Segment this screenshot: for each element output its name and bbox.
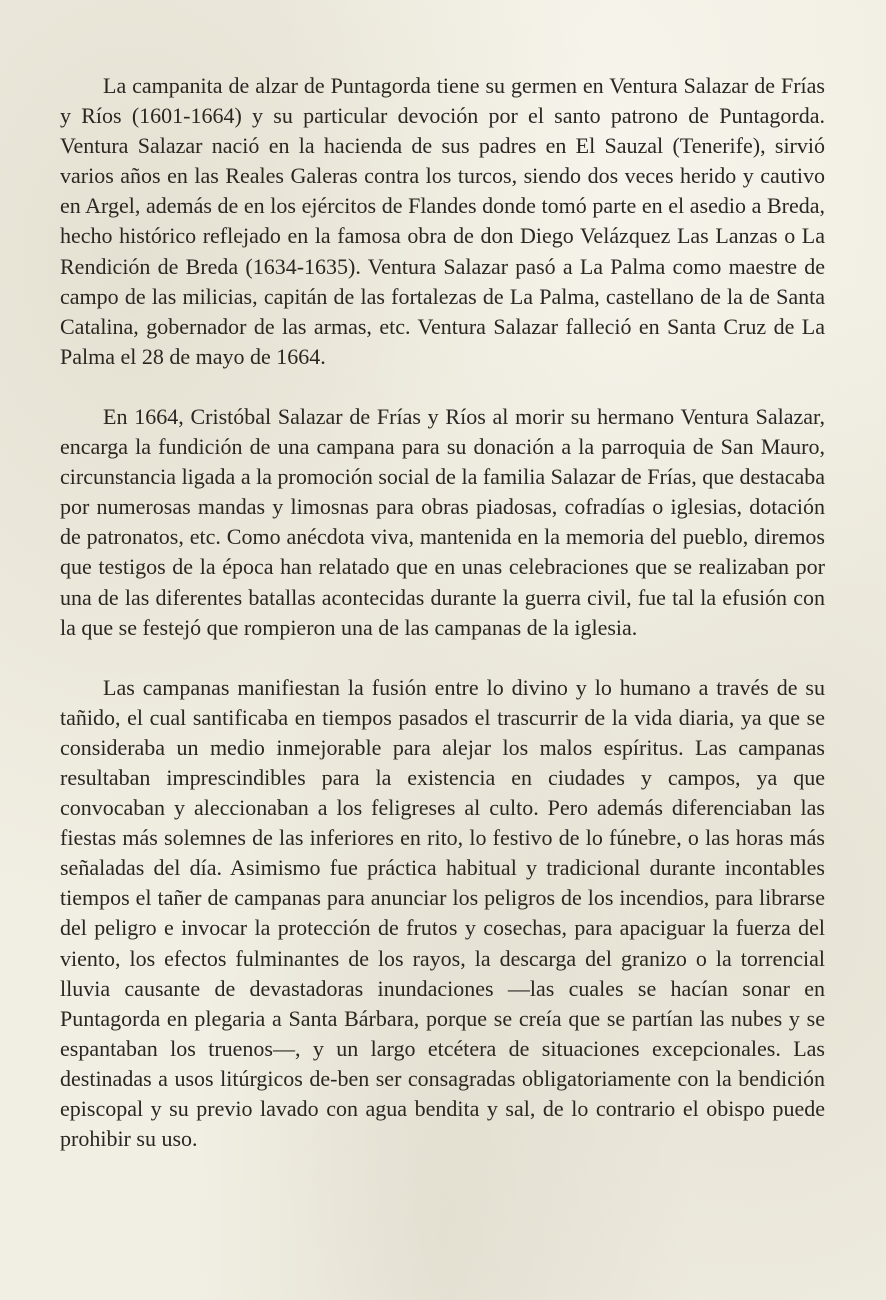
paragraph-1: La campanita de alzar de Puntagorda tiene su germen en Ventura Salazar de Frías y Ríos (1601-1664) y su particular devoción por el santo patrono de Puntagorda. Ventura Salazar nació en la hacienda de sus padres en El Sauzal (Tenerife), sirvió varios años en las Reales Galeras contra los turcos, siendo dos veces herido y cautivo en Argel, además de en los ejércitos de Flandes donde tomó parte en el asedio a Breda, hecho histórico reflejado en la famosa obra de don Diego Velázquez Las Lanzas o La Rendición de Breda (1634-1635). Ventura Salazar pasó a La Palma como maestre de campo de las milicias, capitán de las fortalezas de La Palma, castellano de la de Santa Catalina, gobernador de las armas, etc. Ventura Salazar falleció en Santa Cruz de La Palma el 28 de mayo de 1664. [60, 73, 825, 369]
paragraph-3: Las campanas manifiestan la fusión entre lo divino y lo humano a través de su tañido, el cual santificaba en tiempos pasados el trascurrir de la vida diaria, ya que se consideraba un medio inmejorable para alejar los malos espíritus. Las campanas resultaban imprescindibles para la existencia en ciudades y campos, ya que convocaban y aleccionaban a los feligreses al culto. Pero además diferenciaban las fiestas más solemnes de las inferiores en rito, lo festivo de lo fúnebre, o las horas más señaladas del día. Asimismo fue práctica habitual y tradicional durante incontables tiempos el tañer de campanas para anunciar los peligros de los incendios, para librarse del peligro e invocar la protección de frutos y cosechas, para apaciguar la fuerza del viento, los efectos fulminantes de los rayos, la descarga del granizo o la torrencial lluvia causante de devastadoras inundaciones —las cuales se hacían sonar en Puntagorda en plegaria a Santa Bárbara, porque se creía que se partían las nubes y se espantaban los truenos—, y un largo etcétera de situaciones excepcionales. Las destinadas a usos litúrgicos de-ben ser consagradas obligatoriamente con la bendición episcopal y su previo lavado con agua bendita y sal, de lo contrario el obispo puede prohibir su uso. [60, 674, 825, 1152]
document-page [60, 71, 825, 1154]
paragraph-2: En 1664, Cristóbal Salazar de Frías y Ríos al morir su hermano Ventura Salazar, encarga la fundición de una campana para su donación a la parroquia de San Mauro, circunstancia ligada a la promoción social de la familia Salazar de Frías, que destacaba por numerosas mandas y limosnas para obras piadosas, cofradías o iglesias, dotación de patronatos, etc. Como anécdota viva, mantenida en la memoria del pueblo, diremos que testigos de la época han relatado que en unas celebraciones que se realizaban por una de las diferentes batallas acontecidas durante la guerra civil, fue tal la efusión con la que se festejó que rompieron una de las campanas de la iglesia. [60, 403, 825, 640]
